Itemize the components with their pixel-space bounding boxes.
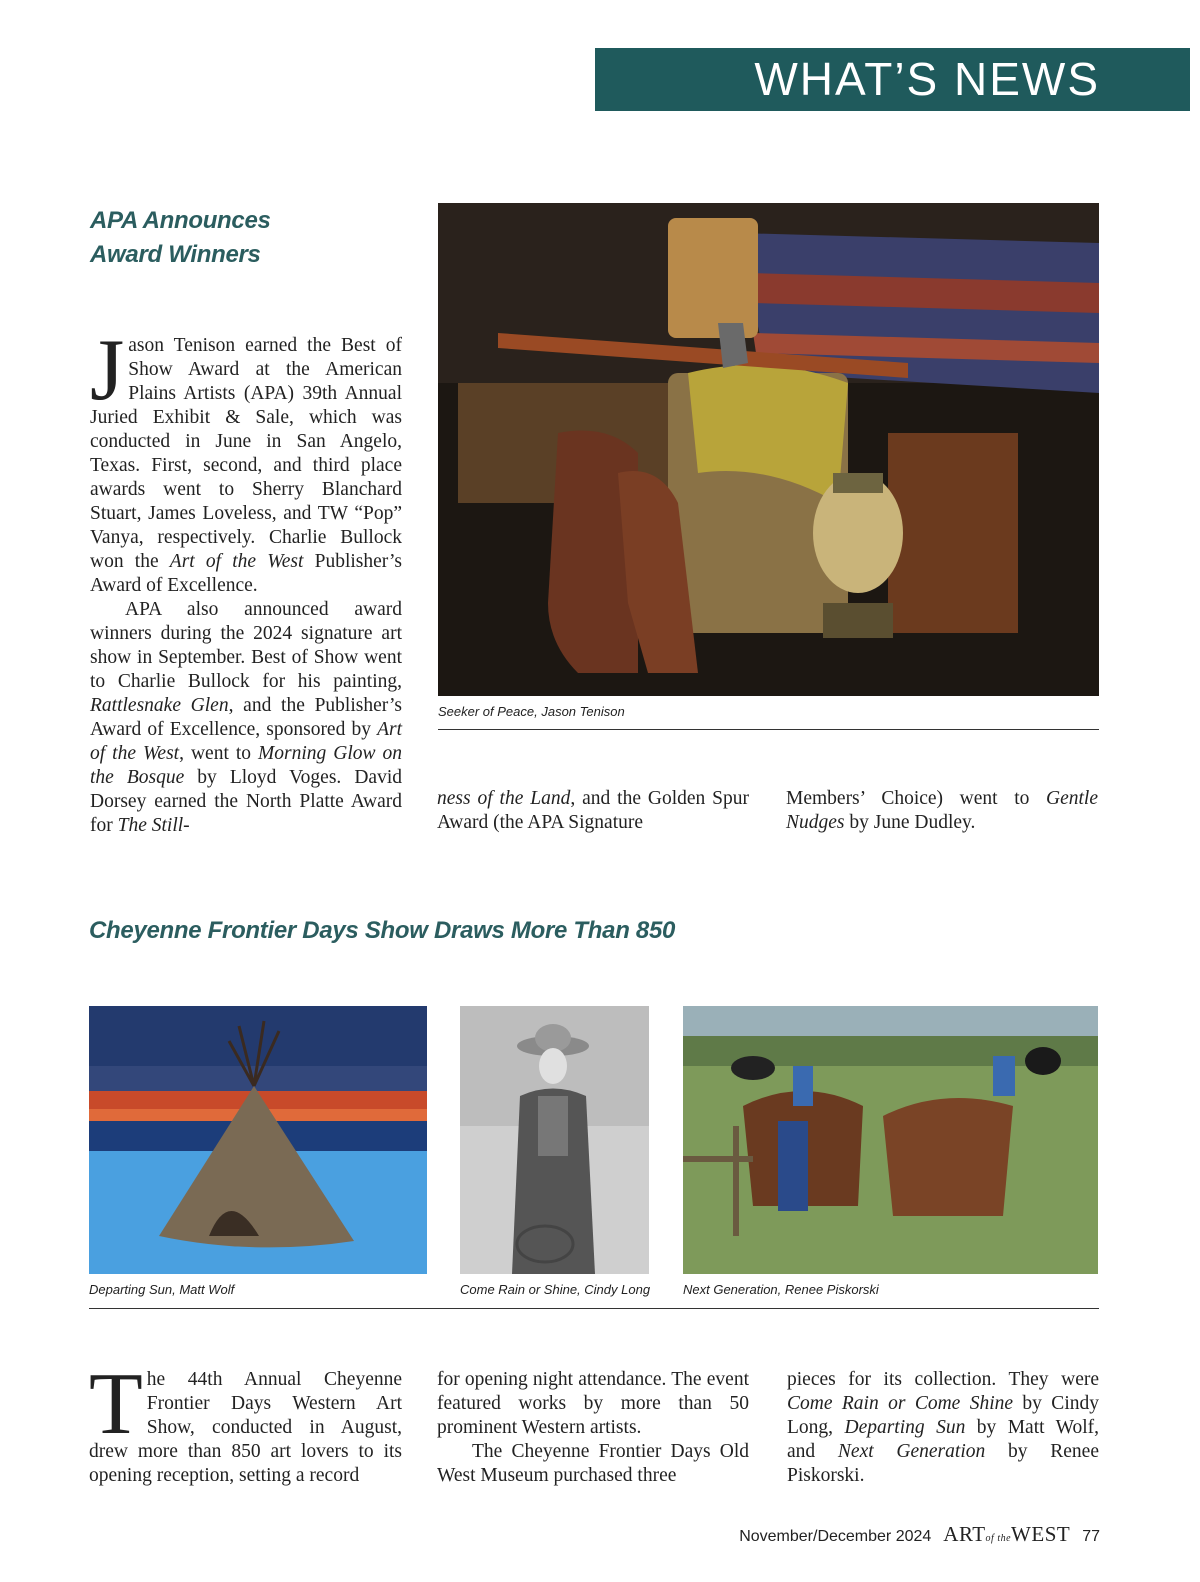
- magazine-logo: ARTof theWEST: [943, 1522, 1071, 1546]
- article1-column-1: Jason Tenison earned the Best of Show Award at the American Plains Artists (APA) 39th Annual Juried Exhibit & Sale, which was conducted in June in San Angelo, Texas. First, second, and third place awards went to Sherry Blanchard Stuart, James Loveless, and TW “Pop” Vanya, respectively. Charlie Bullock won the Art of the West Publisher’s Award of Excellence. APA also announced award winners during the 2024 signature art show in September. Best of Show went to Charlie Bullock for his painting, Rattlesnake Glen, and the Publisher’s Award of Excellence, sponsored by Art of the West, went to Morning Glow on the Bosque by Lloyd Voges. David Dorsey earned the North Platte Award for The Still-: [90, 322, 402, 836]
- photo-next-generation: [683, 1006, 1098, 1274]
- section-title: WHAT’S NEWS: [754, 53, 1100, 105]
- article1-column-2: ness of the Land, and the Golden Spur Award (the APA Signature: [437, 788, 749, 833]
- dropcap: T: [89, 1356, 143, 1453]
- caption-divider: [438, 729, 1099, 730]
- section-banner: [595, 48, 1190, 111]
- photo-caption: Seeker of Peace, Jason Tenison: [438, 704, 625, 719]
- captions-divider: [89, 1308, 1099, 1309]
- article2-column-3: pieces for its collection. They were Come Rain or Come Shine by Cindy Long, Departing Sun by Matt Wolf, and Next Generation by Renee Piskorski.: [787, 1369, 1100, 1486]
- caption-come-rain-or-shine: Come Rain or Shine, Cindy Long: [460, 1282, 651, 1297]
- photo-departing-sun: [89, 1006, 427, 1274]
- dropcap: J: [90, 322, 125, 419]
- photo-come-rain-or-shine: [460, 1006, 649, 1274]
- article1-column-3: Members’ Choice) went to Gentle Nudges by June Dudley.: [786, 788, 1098, 833]
- article2-column-1: The 44th Annual Cheyenne Frontier Days Western Art Show, conducted in August, drew more than 850 art lovers to its opening reception, setting a record: [89, 1356, 402, 1486]
- issue-date: November/December 2024: [739, 1528, 932, 1545]
- article-headline-apa: APA Announces Award Winners: [90, 207, 271, 268]
- caption-next-generation: Next Generation, Renee Piskorski: [683, 1282, 879, 1297]
- page-number: 77: [1082, 1528, 1100, 1545]
- article-headline-cheyenne: Cheyenne Frontier Days Show Draws More Than 850: [89, 917, 676, 944]
- photo-seeker-of-peace: [438, 203, 1099, 696]
- article2-column-2: for opening night attendance. The event featured works by more than 50 prominent Western artists. The Cheyenne Frontier Days Old West Museum purchased three: [437, 1369, 749, 1486]
- page-footer: [739, 1522, 1100, 1547]
- caption-departing-sun: Departing Sun, Matt Wolf: [89, 1282, 235, 1297]
